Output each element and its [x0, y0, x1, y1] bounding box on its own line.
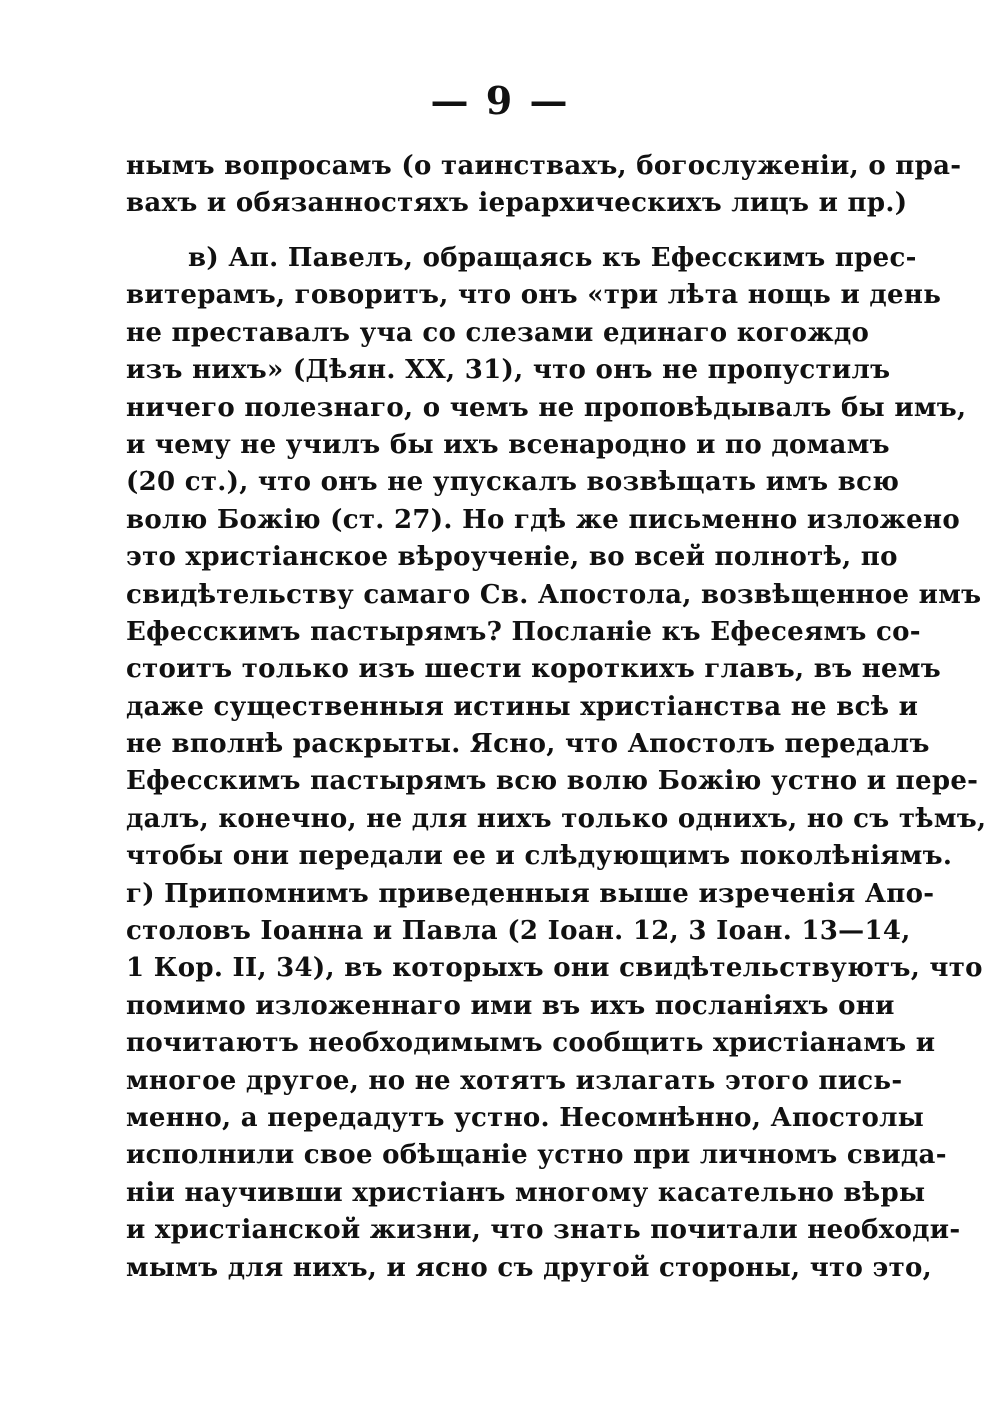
- text-block-main: [126, 240, 987, 1287]
- text-line: менно, а передадутъ устно. Несомнѣнно, Апостолы: [126, 1102, 925, 1133]
- text-line: и чему не училъ бы ихъ всенародно и по домамъ: [126, 429, 890, 460]
- text-block-continuation: [126, 148, 962, 223]
- text-line: это христіанское вѣроученіе, во всей полнотѣ, по: [126, 542, 898, 573]
- text-line: г) Припомнимъ приведенныя выше изреченія Апо-: [126, 878, 935, 909]
- text-line: нымъ вопросамъ (о таинствахъ, богослуженіи, о пра-: [126, 151, 962, 181]
- text-line: вахъ и обязанностяхъ іерархическихъ лицъ и пр.): [126, 188, 908, 219]
- paragraph-first-line: в) Ап. Павелъ, обращаясь къ Ефесскимъ прес-: [188, 243, 917, 273]
- text-line: почитаютъ необходимымъ сообщить христіанамъ и: [126, 1028, 936, 1059]
- text-line: ніи научивши христіанъ многому касательно вѣры: [126, 1177, 926, 1208]
- text-line: 1 Кор. II, 34), въ которыхъ они свидѣтельствуютъ, что: [126, 953, 983, 984]
- text-line: Ефесскимъ пастырямъ всю волю Божію устно и пере-: [126, 766, 979, 797]
- text-line: столовъ Іоанна и Павла (2 Іоан. 12, 3 Іоан. 13—14,: [126, 916, 911, 947]
- text-line: ничего полезнаго, о чемъ не проповѣдывалъ бы имъ,: [126, 392, 967, 423]
- text-line: многое другое, но не хотятъ излагать этого пись-: [126, 1065, 903, 1096]
- text-line: не вполнѣ раскрыты. Ясно, что Апостолъ передалъ: [126, 729, 930, 760]
- text-line: исполнили свое обѣщаніе устно при личномъ свида-: [126, 1140, 947, 1171]
- text-line: не преставалъ уча со слезами единаго когождо: [126, 317, 870, 348]
- text-line: чтобы они передали ее и слѣдующимъ поколѣніямъ.: [126, 841, 953, 872]
- text-line: помимо изложеннаго ими въ ихъ посланіяхъ они: [126, 990, 895, 1021]
- text-line: стоитъ только изъ шести короткихъ главъ, въ немъ: [126, 654, 942, 685]
- page-number: — 9 —: [430, 78, 570, 123]
- text-line: волю Божію (ст. 27). Но гдѣ же письменно изложено: [126, 504, 960, 535]
- text-line: изъ нихъ» (Дѣян. XX, 31), что онъ не пропустилъ: [126, 355, 891, 386]
- text-line: (20 ст.), что онъ не упускалъ возвѣщать имъ всю: [126, 467, 900, 498]
- text-line: далъ, конечно, не для нихъ только однихъ, но съ тѣмъ,: [126, 803, 987, 834]
- text-line: свидѣтельству самаго Св. Апостола, возвѣщенное имъ: [126, 579, 982, 610]
- text-line: витерамъ, говоритъ, что онъ «три лѣта нощь и день: [126, 280, 942, 311]
- text-line: даже существенныя истины христіанства не всѣ и: [126, 691, 919, 722]
- text-line: и христіанской жизни, что знать почитали необходи-: [126, 1215, 961, 1246]
- text-line: Ефесскимъ пастырямъ? Посланіе къ Ефесеямъ со-: [126, 616, 921, 647]
- text-line: мымъ для нихъ, и ясно съ другой стороны, что это,: [126, 1252, 932, 1283]
